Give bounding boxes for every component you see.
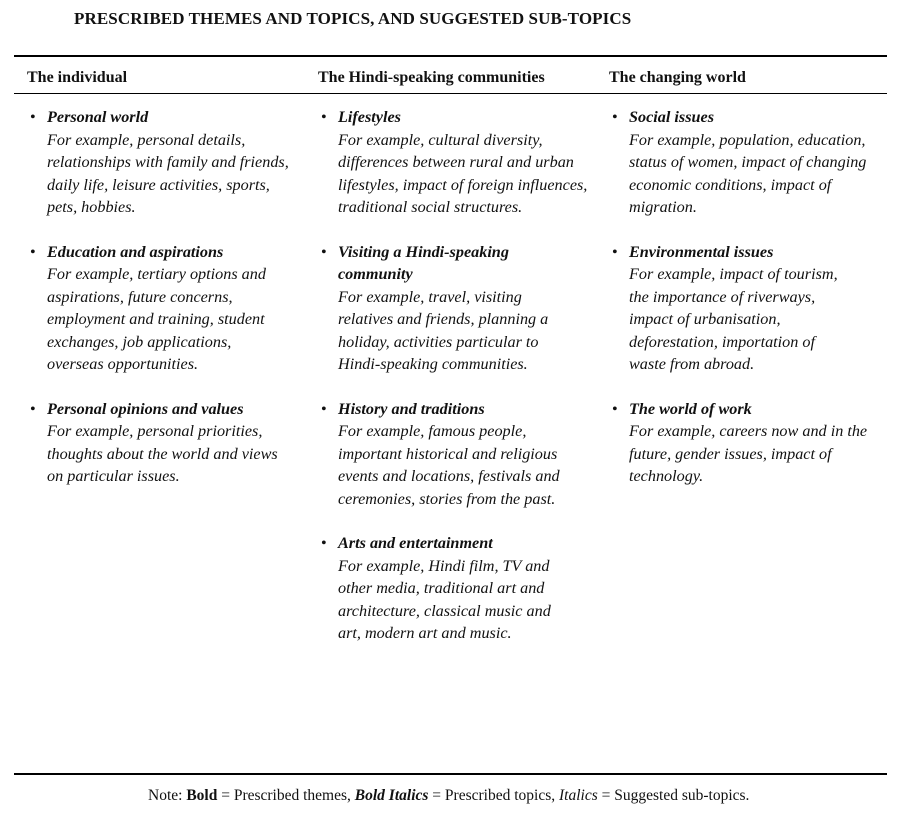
topic-title: • History and traditions xyxy=(338,399,485,418)
column-header-changing-world: The changing world xyxy=(609,69,746,86)
header-divider-rule xyxy=(14,93,887,94)
note-bold-text: = Prescribed themes, xyxy=(217,787,355,804)
column-hindi-communities xyxy=(318,106,593,645)
topic-subtopics: For example, personal details, relationships with family and friends, daily life, leisure activities, sports, pets, hobbies. xyxy=(47,130,289,216)
topic-subtopics: For example, cultural diversity, differences between rural and urban lifestyles, impact of foreign influences, traditional social structures. xyxy=(338,130,588,216)
topic-subtopics: For example, impact of tourism, the importance of riverways, impact of urbanisation, deforestation, importation of waste from abroad. xyxy=(629,265,838,373)
topic-item xyxy=(318,106,588,219)
topic-title: • Arts and entertainment xyxy=(338,534,493,552)
note-bold-label: Bold xyxy=(186,787,218,804)
topic-item xyxy=(27,241,279,376)
topic-item xyxy=(27,106,297,219)
note-prefix: Note: xyxy=(148,787,187,804)
topic-title: • Lifestyles xyxy=(338,108,401,126)
note-bold-italic-text: = Prescribed topics, xyxy=(428,787,559,804)
column-header-individual: The individual xyxy=(27,69,128,86)
topic-subtopics: For example, tertiary options and aspirations, future concerns, employment and training, student exchanges, job applications, overseas opportunities. xyxy=(47,265,266,373)
topic-item xyxy=(27,398,287,488)
topic-item xyxy=(609,106,876,219)
page-title: PRESCRIBED THEMES AND TOPICS, AND SUGGESTED SUB-TOPICS xyxy=(74,9,632,28)
topic-subtopics: For example, careers now and in the future, gender issues, impact of technology. xyxy=(629,422,868,485)
column-individual xyxy=(27,106,297,488)
topic-item xyxy=(318,241,568,376)
topic-title: • Visiting a Hindi-speaking community xyxy=(338,242,509,283)
topic-item xyxy=(318,532,576,645)
column-header-hindi-communities: The Hindi-speaking communities xyxy=(318,69,545,86)
note-bold-italic-label: Bold Italics xyxy=(354,787,429,804)
topic-subtopics: For example, population, education, status of women, impact of changing economic conditions, impact of migration. xyxy=(629,130,867,216)
legend-note xyxy=(148,787,749,805)
table-top-rule xyxy=(14,55,887,57)
topic-title: • Personal world xyxy=(47,108,149,126)
topic-title: • The world of work xyxy=(629,399,752,418)
topic-subtopics: For example, famous people, important historical and religious events and locations, festivals and ceremonies, stories from the past. xyxy=(338,422,560,508)
column-changing-world xyxy=(609,106,884,488)
table-bottom-rule xyxy=(14,773,887,775)
note-italic-label: Italics xyxy=(558,787,598,804)
topic-title: • Education and aspirations xyxy=(47,242,224,261)
topic-item xyxy=(318,398,591,511)
topic-subtopics: For example, personal priorities, thoughts about the world and views on particular issues. xyxy=(47,422,278,485)
topic-subtopics: For example, Hindi film, TV and other media, traditional art and architecture, classical music and art, modern art and music. xyxy=(338,556,551,642)
topic-item xyxy=(609,241,854,376)
topic-title: • Social issues xyxy=(629,108,715,126)
topic-title: • Environmental issues xyxy=(629,242,774,261)
topic-title: • Personal opinions and values xyxy=(47,399,244,418)
topic-subtopics: For example, travel, visiting relatives and friends, planning a holiday, activities particular to Hindi-speaking communities. xyxy=(338,287,549,373)
note-italic-text: = Suggested sub-topics. xyxy=(597,787,750,804)
topic-item xyxy=(609,398,879,488)
